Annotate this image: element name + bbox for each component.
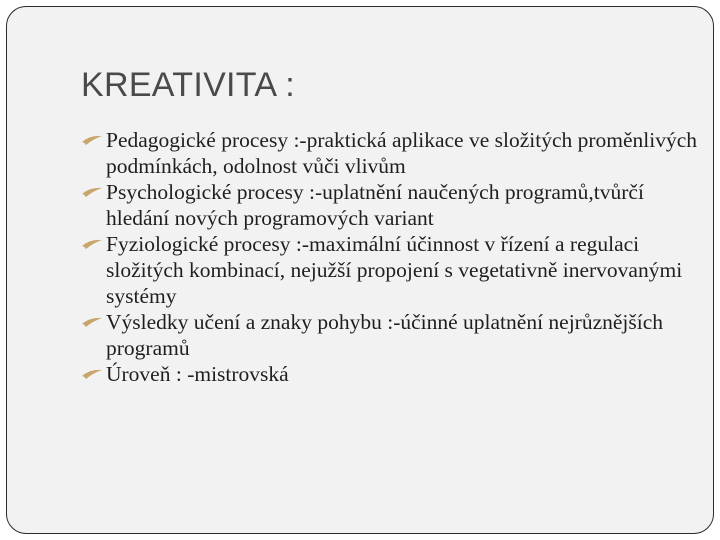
- bullet-text: Úroveň : -mistrovská: [106, 362, 289, 386]
- swoosh-bullet-icon: [81, 238, 103, 250]
- bullet-list: [81, 127, 701, 387]
- bullet-item-learning-results: [81, 309, 701, 361]
- bullet-item-pedagogical: [81, 127, 701, 179]
- bullet-item-level: [81, 361, 701, 387]
- swoosh-bullet-icon: [81, 134, 103, 146]
- swoosh-bullet-icon: [81, 186, 103, 198]
- slide-frame: [6, 6, 714, 534]
- bullet-item-psychological: [81, 179, 701, 231]
- bullet-text: Výsledky učení a znaky pohybu :-účinné uplatnění nejrůznějších programů: [106, 310, 664, 360]
- bullet-text: Fyziologické procesy :-maximální účinnost v řízení a regulaci složitých kombinací, nejužší propojení s vegetativně inervovanými systémy: [106, 232, 683, 308]
- slide-title: KREATIVITA :: [81, 66, 295, 104]
- swoosh-bullet-icon: [81, 316, 103, 328]
- swoosh-bullet-icon: [81, 368, 103, 380]
- bullet-text: Psychologické procesy :-uplatnění naučených programů,tvůrčí hledání nových programových variant: [106, 180, 644, 230]
- bullet-text: Pedagogické procesy :-praktická aplikace ve složitých proměnlivých podmínkách, odolnost vůči vlivům: [106, 128, 698, 178]
- bullet-item-physiological: [81, 231, 701, 309]
